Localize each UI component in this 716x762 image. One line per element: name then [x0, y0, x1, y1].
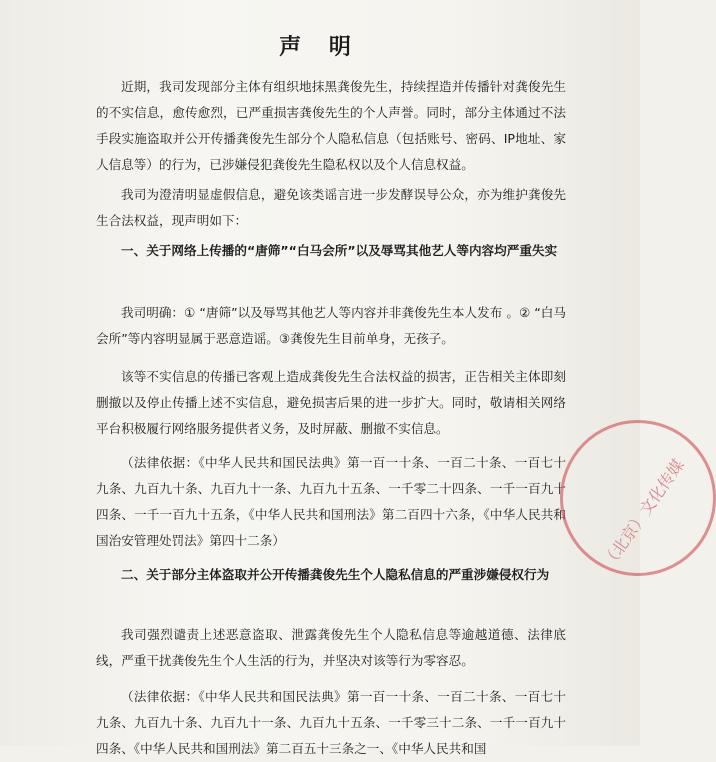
intro-paragraph: 近期，我司发现部分主体有组织地抹黑龚俊先生，持续捏造并传播针对龚俊先生的不实信息，愈传愈烈，已严重损害龚俊先生的个人声誉。同时，部分主体通过不法手段实施盗取并公开传播龚俊先生部分个人隐私信息（包括账号、密码、IP地址、家人信息等）的行为，已涉嫌侵犯龚俊先生隐私权以及个人信息权益。 [96, 79, 566, 172]
section-2-legal-basis: （法律依据：《中华人民共和国民法典》第一百一十条、一百二十条、一百七十九条、九百九十条、九百九十一条、九百九十五条、一千零三十二条、一千一百九十四条、《中华人民共和国刑法》第二百五十三条之一、《中华人民共和国 [96, 689, 566, 756]
section-2-condemnation: 我司强烈谴责上述恶意盗取、泄露龚俊先生个人隐私信息等逾越道德、法律底线，严重干扰龚俊先生个人生活的行为，并坚决对该等行为零容忍。 [96, 627, 566, 668]
company-seal-stamp [560, 420, 716, 576]
section-1-legal-basis: （法律依据：《中华人民共和国民法典》第一百一十条、一百二十条、一百七十九条、九百九十条、九百九十一条、九百九十五条、一千零二十四条、一千一百九十四条、一千一百九十五条，《中华人民共和国刑法》第二百四十六条，《中华人民共和国治安管理处罚法》第四十二条） [96, 455, 566, 548]
page-title: 声 明 [279, 35, 361, 60]
purpose-paragraph: 我司为澄清明显虚假信息，避免该类谣言进一步发酵误导公众，亦为维护龚俊先生合法权益，现声明如下： [96, 187, 566, 228]
section-1-clarification: 我司明确：① “唐筛”以及辱骂其他艺人等内容并非龚俊先生本人发布 。② “白马会所”等内容明显属于恶意造谣。③龚俊先生目前单身，无孩子。 [96, 305, 566, 346]
section-2-heading: 二、关于部分主体盗取并公开传播龚俊先生个人隐私信息的严重涉嫌侵权行为 [121, 567, 550, 582]
section-1-harm-paragraph: 该等不实信息的传播已客观上造成龚俊先生合法权益的损害，正告相关主体即刻删撤以及停止传播上述不实信息，避免损害后果的进一步扩大。同时，敬请相关网络平台积极履行网络服务提供者义务，及时屏蔽、删撤不实信息。 [96, 369, 566, 436]
section-1-heading: 一、关于网络上传播的“唐筛”“白马会所”以及辱骂其他艺人等内容均严重失实 [121, 243, 558, 258]
company-seal-text: （北京）文化传媒 [598, 455, 688, 572]
